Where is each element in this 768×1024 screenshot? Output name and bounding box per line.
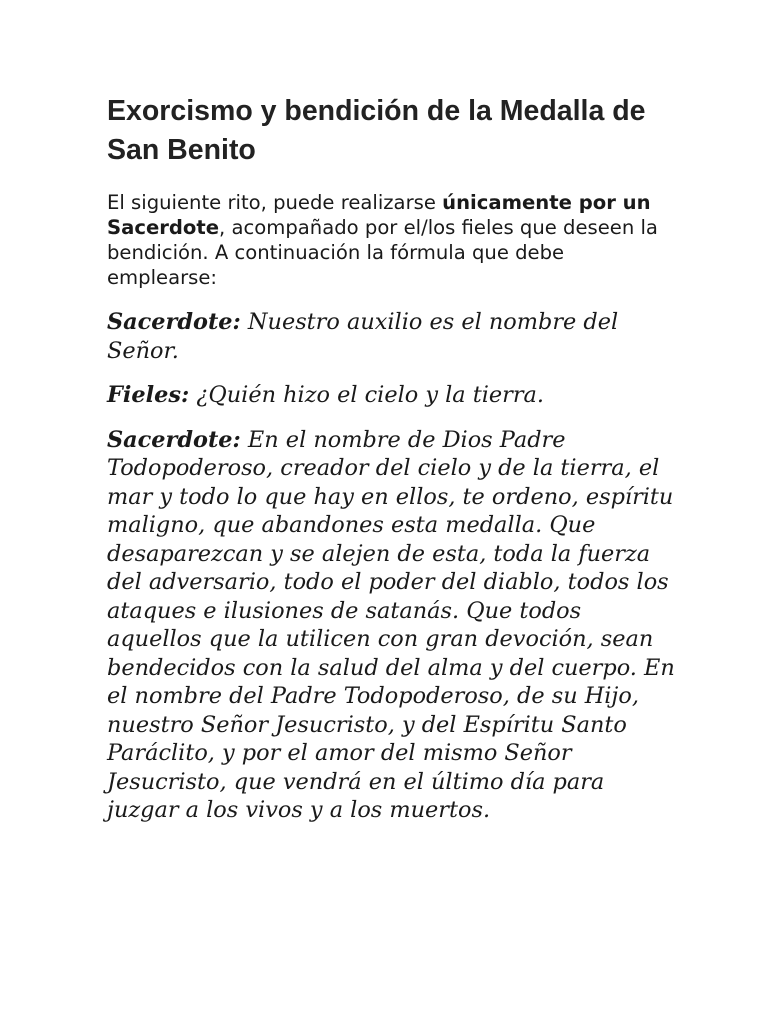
verse-priest-1: [107, 308, 677, 365]
verse-text: ¿Quién hizo el cielo y la tierra.: [189, 382, 545, 408]
verse-text: En el nombre de Dios Padre Todopoderoso, creador del cielo y de la tierra, el mar y todo lo que hay en ellos, te ordeno, espíritu maligno, que abandones esta medalla. Que desaparezcan y se alejen de esta, toda la fuerza del adversario, todo el poder del diablo, todos los ataques e ilusiones de satanás. Que todos aquellos que la utilicen con gran devoción, sean bendecidos con la salud del alma y del cuerpo. En el nombre del Padre Todopoderoso, de su Hijo, nuestro Señor Jesucristo, y del Espíritu Santo Paráclito, y por el amor del mismo Señor Jesucristo, que vendrá en el último día para juzgar a los vivos y a los muertos.: [107, 426, 675, 823]
intro-paragraph: [107, 190, 677, 290]
intro-text-end: , acompañado por el/los fieles que deseen la bendición. A continuación la fórmula que debe emplearse:: [107, 216, 658, 289]
verse-priest-2: [107, 426, 677, 825]
verse-faithful: [107, 381, 677, 410]
document-page: [107, 92, 677, 841]
speaker-label: Sacerdote:: [107, 426, 241, 453]
verse-text: Nuestro auxilio es el nombre del Señor.: [107, 309, 619, 364]
page-title: Exorcismo y bendición de la Medalla de San Benito: [107, 95, 646, 166]
intro-text-start: El siguiente rito, puede realizarse: [107, 191, 443, 214]
speaker-label: Sacerdote:: [107, 309, 241, 335]
speaker-label: Fieles:: [107, 382, 190, 408]
intro-emphasis: únicamente por un Sacerdote: [107, 191, 651, 239]
